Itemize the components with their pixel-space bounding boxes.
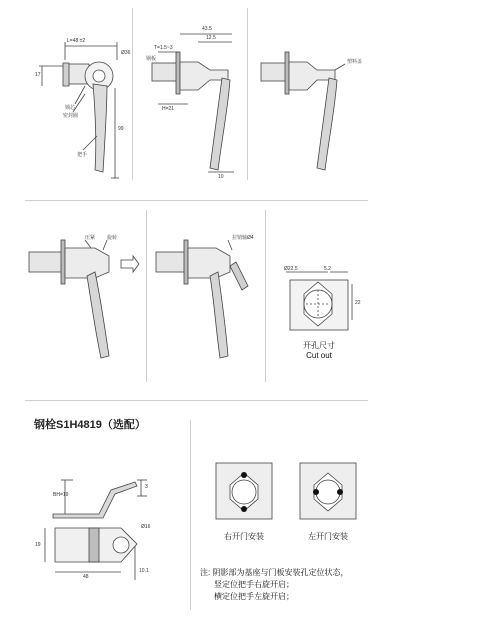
label-panel: 钢板 — [146, 56, 157, 62]
dim-bolt-BH: BH=19 — [53, 492, 69, 498]
label-plastic-cover: 塑料盖 — [347, 59, 363, 65]
dim-99-label: 99 — [118, 126, 124, 132]
label-lock-core: 锁芯 — [65, 105, 76, 111]
divider-mid-1 — [146, 210, 147, 382]
cutout-title-en: Cut out — [306, 351, 332, 360]
side-view-svg — [140, 8, 245, 188]
label-handle: 把手 — [77, 152, 88, 158]
label-pull-pin: 拉销轴Ø4 — [232, 235, 254, 241]
install-note-line-1: 注: 阴影部为基座与门板安装孔定位状态， — [200, 568, 349, 577]
install-note-line-3: 横定位把手左旋开启； — [214, 592, 294, 601]
section-heading: 钢栓S1H4819（选配） — [34, 419, 146, 431]
press-rotate-svg — [25, 210, 143, 380]
dim-17-label: 17 — [35, 72, 41, 78]
dim-diameter-label: Ø36 — [121, 50, 131, 56]
front-view-svg — [25, 8, 130, 188]
press-rotate-drawing — [25, 210, 143, 380]
dim-cutout-5-2: 5.2 — [324, 266, 331, 272]
right-open-install-caption: 右开门安装 — [224, 532, 264, 541]
dim-cutout-22: 22 — [355, 300, 361, 306]
pull-pin-drawing — [152, 210, 262, 380]
dim-bolt-19: 19 — [35, 542, 41, 548]
dim-cutout-diameter: Ø22.5 — [284, 266, 298, 272]
cutout-title-cn: 开孔尺寸 — [303, 341, 335, 350]
dim-door-thickness-label: T=1.5~3 — [154, 45, 173, 51]
dim-12-5-label: 12.5 — [206, 35, 216, 41]
label-seal: 密封圈 — [63, 113, 79, 119]
divider-mid-2 — [265, 210, 266, 382]
dim-H-label: H=21 — [162, 106, 175, 112]
divider-top-1 — [132, 8, 133, 180]
side-view-drawing — [140, 8, 245, 188]
dim-length-label: L=48 ±2 — [67, 38, 86, 44]
divider-top-2 — [247, 8, 248, 180]
divider-row-1 — [25, 200, 368, 201]
divider-bottom — [190, 420, 191, 610]
third-view-drawing — [255, 8, 365, 188]
install-note-line-2: 竖定位把手右旋开启； — [214, 580, 294, 589]
divider-row-2 — [25, 400, 368, 401]
cutout-drawing — [272, 210, 367, 380]
dim-bolt-10-1: 10.1 — [139, 568, 149, 574]
label-press: 压紧 — [85, 235, 96, 241]
dim-10-label: 10 — [218, 174, 224, 180]
label-rotate: 旋转 — [107, 235, 118, 241]
dim-bolt-3: 3 — [145, 484, 148, 490]
front-view-drawing — [25, 8, 130, 188]
dim-bolt-48: 48 — [83, 574, 89, 580]
third-view-svg — [255, 8, 365, 188]
left-open-install-caption: 左开门安装 — [308, 532, 348, 541]
dim-bolt-dia16: Ø16 — [141, 524, 151, 530]
steel-bolt-svg — [25, 440, 185, 590]
steel-bolt-drawing — [25, 440, 185, 590]
install-svg — [200, 455, 370, 535]
dim-43-5-label: 43.5 — [202, 26, 212, 32]
